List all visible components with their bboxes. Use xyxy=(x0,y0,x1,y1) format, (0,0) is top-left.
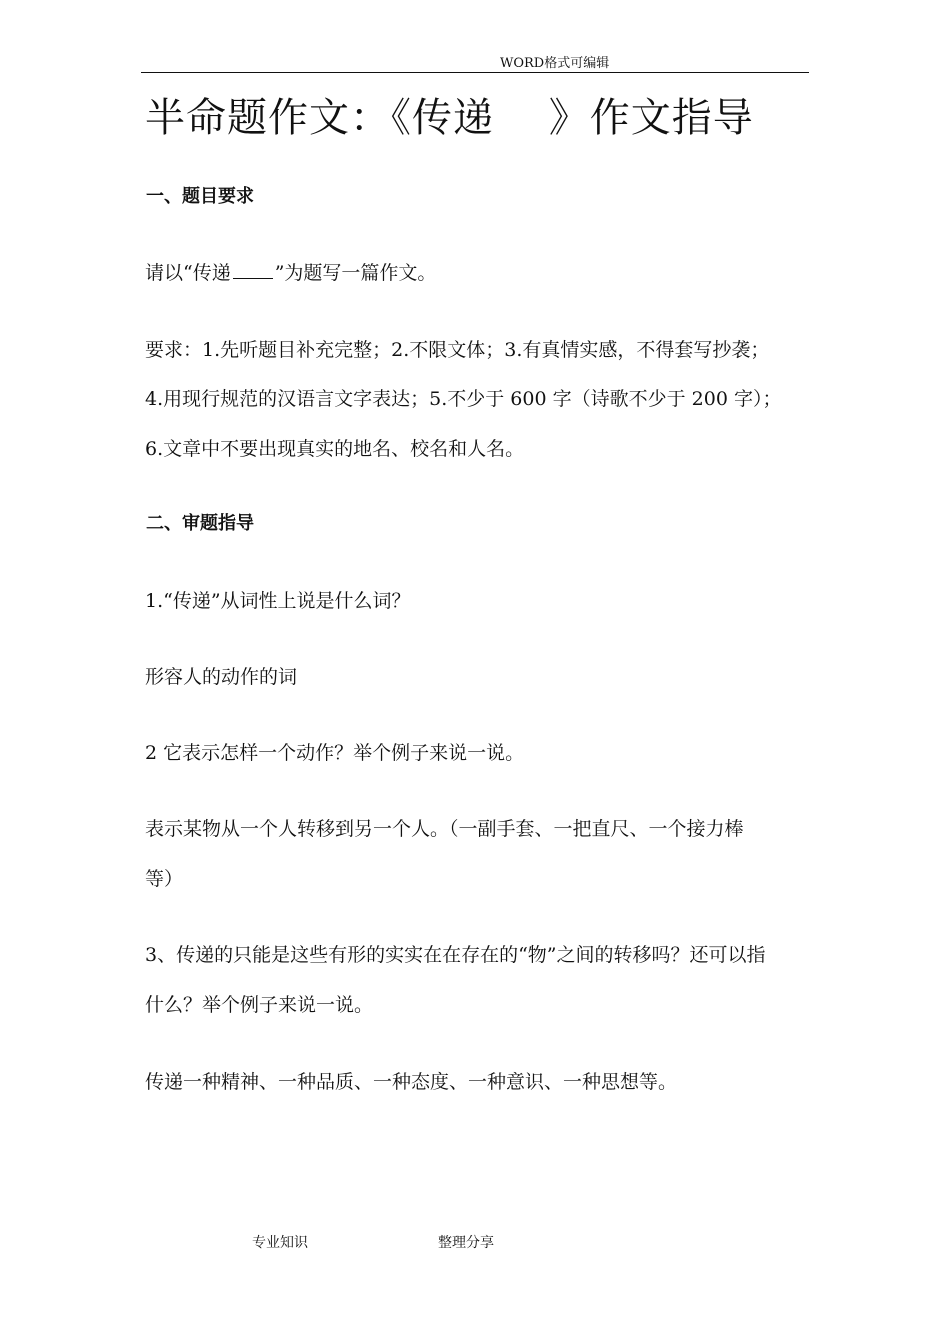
question-3-line: 3、传递的只能是这些有形的实实在在存在的“物”之间的转移吗？还可以指 xyxy=(145,944,766,966)
header-rule xyxy=(141,72,809,73)
page-header-text: WORD格式可编辑 xyxy=(500,56,610,71)
requirement-line: 6.文章中不要出现真实的地名、校名和人名。 xyxy=(145,438,525,460)
footer-right-text: 整理分享 xyxy=(438,1235,494,1251)
question-2: 2 它表示怎样一个动作？举个例子来说一说。 xyxy=(145,742,525,764)
answer-2-line: 表示某物从一个人转移到另一个人。（一副手套、一把直尺、一个接力棒 xyxy=(145,818,744,840)
section-heading-requirements: 一、题目要求 xyxy=(146,186,254,207)
question-1: 1.“传递”从词性上说是什么词？ xyxy=(145,590,411,612)
fill-in-blank xyxy=(233,262,273,279)
requirement-line: 4.用现行规范的汉语言文字表达；5.不少于 600 字（诗歌不少于 200 字）； xyxy=(145,388,782,410)
answer-1: 形容人的动作的词 xyxy=(145,666,298,688)
answer-3: 传递一种精神、一种品质、一种态度、一种意识、一种思想等。 xyxy=(145,1071,678,1093)
footer-left-text: 专业知识 xyxy=(252,1235,308,1251)
question-3-line: 什么？举个例子来说一说。 xyxy=(145,994,374,1016)
essay-prompt-after: ”为题写一篇作文。 xyxy=(274,262,437,284)
essay-prompt xyxy=(145,261,436,285)
requirement-line: 要求：1.先听题目补充完整；2.不限文体；3.有真情实感，不得套写抄袭； xyxy=(145,339,770,361)
section-heading-analysis: 二、审题指导 xyxy=(146,513,254,534)
document-title: 半命题作文：《传递 》作文指导 xyxy=(145,95,754,141)
essay-prompt-before: 请以“传递 xyxy=(145,262,231,284)
answer-2-line: 等） xyxy=(145,868,184,890)
